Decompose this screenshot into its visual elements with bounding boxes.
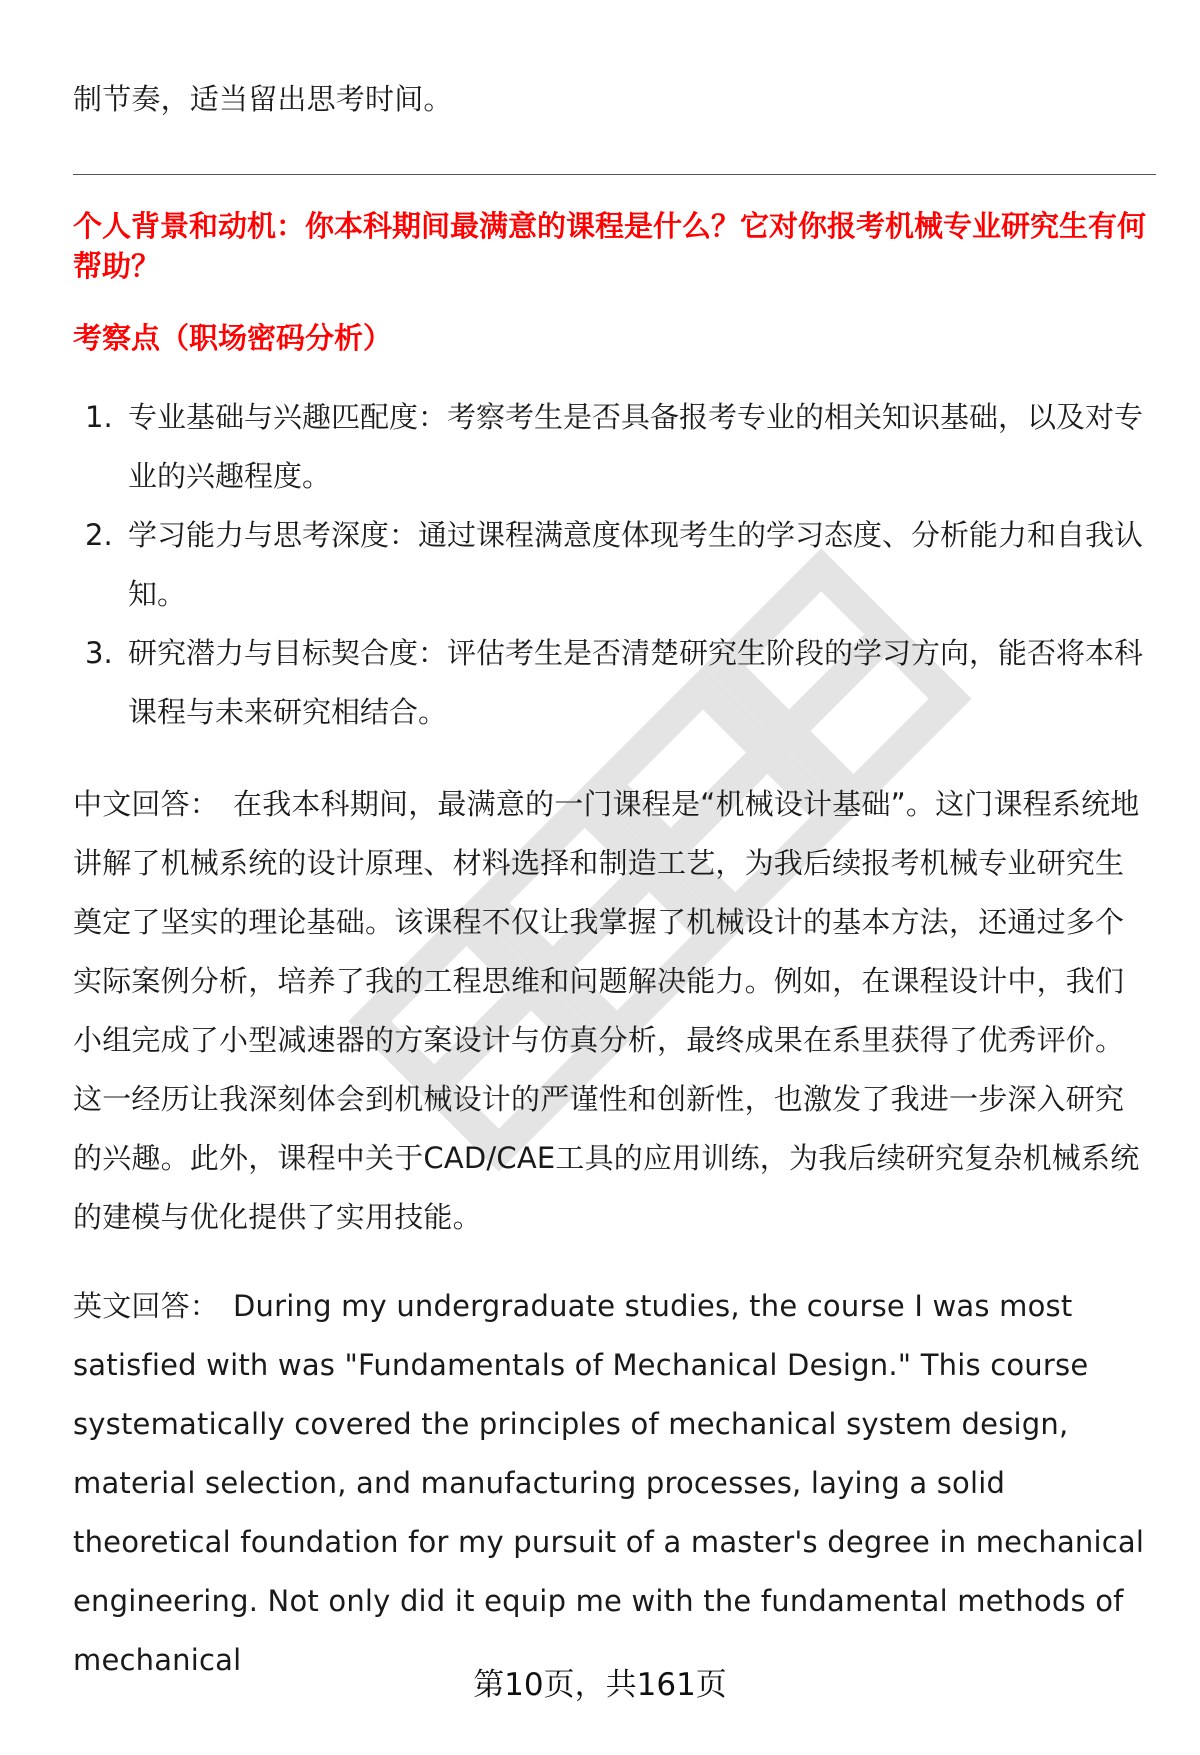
english-answer-label: 英文回答： (73, 1289, 220, 1323)
page-number-footer: 第10页，共161页 (473, 1667, 727, 1703)
english-answer (73, 1277, 1148, 1690)
list-item (73, 388, 1153, 506)
assessment-points-label: 考察点（职场密码分析） (73, 321, 393, 355)
list-item-text: 专业基础与兴趣匹配度：考察考生是否具备报考专业的相关知识基础，以及对专业的兴趣程度。 (128, 400, 1144, 493)
assessment-points-list (73, 388, 1153, 742)
list-item (73, 624, 1153, 742)
english-answer-text: During my undergraduate studies, the course I was most satisfied with was "Fundamentals of Mechanical Design." This course systematically covered the principles of mechanical system design, material selection, and manufacturing processes, laying a solid theoretical foundation for my pursuit of a master's degree in mechanical engineering. Not only did it equip me with the fundamental methods of mechanical (73, 1289, 1145, 1677)
list-item-number: 2. (85, 518, 113, 552)
chinese-answer-label: 中文回答： (73, 787, 220, 821)
section-divider (73, 174, 1156, 175)
question-heading: 个人背景和动机：你本科期间最满意的课程是什么？它对你报考机械专业研究生有何帮助？ (73, 209, 1147, 283)
list-item (73, 506, 1153, 624)
continuation-text: 制节奏，适当留出思考时间。 (73, 82, 453, 116)
chinese-answer (73, 775, 1148, 1247)
list-item-text: 学习能力与思考深度：通过课程满意度体现考生的学习态度、分析能力和自我认知。 (128, 518, 1144, 611)
chinese-answer-text: 在我本科期间，最满意的一门课程是“机械设计基础”。这门课程系统地讲解了机械系统的设计原理、材料选择和制造工艺，为我后续报考机械专业研究生奠定了坚实的理论基础。该课程不仅让我掌握了机械设计的基本方法，还通过多个实际案例分析，培养了我的工程思维和问题解决能力。例如，在课程设计中，我们小组完成了小型减速器的方案设计与仿真分析，最终成果在系里获得了优秀评价。这一经历让我深刻体会到机械设计的严谨性和创新性，也激发了我进一步深入研究的兴趣。此外，课程中关于CAD/CAE工具的应用训练，为我后续研究复杂机械系统的建模与优化提供了实用技能。 (73, 787, 1140, 1234)
list-item-text: 研究潜力与目标契合度：评估考生是否清楚研究生阶段的学习方向，能否将本科课程与未来研究相结合。 (128, 636, 1144, 729)
list-item-number: 1. (85, 400, 113, 434)
list-item-number: 3. (85, 636, 113, 670)
